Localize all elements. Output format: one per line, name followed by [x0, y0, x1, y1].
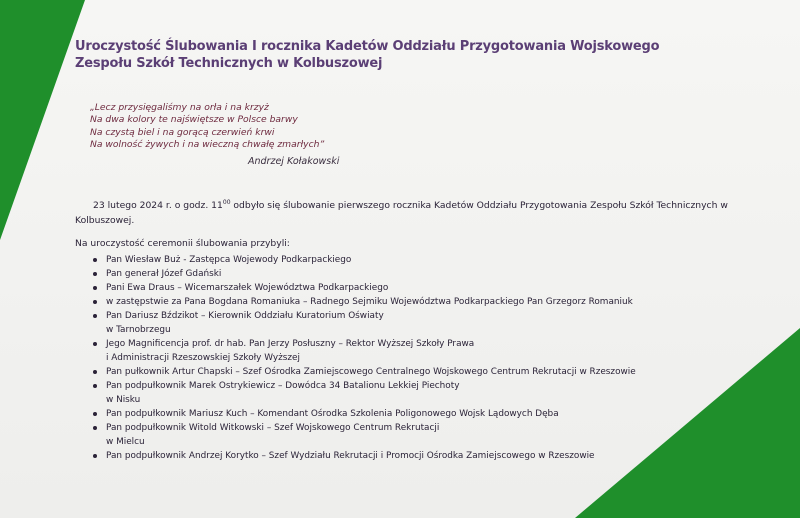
poem-line: Na wolność żywych i na wieczną chwałę zmarłych”	[90, 138, 325, 150]
list-item-text: Pan podpułkownik Witold Witkowski – Szef Wojskowego Centrum Rekrutacji	[106, 423, 440, 433]
list-item	[92, 449, 692, 463]
poem-line: Na dwa kolory te najświętsze w Polsce barwy	[90, 114, 298, 126]
list-item	[92, 379, 692, 407]
list-item	[92, 281, 692, 295]
poem-line: „Lecz przysięgaliśmy na orła i na krzyż	[90, 102, 269, 113]
intro-time-superscript: 00	[222, 199, 231, 206]
list-item	[92, 253, 692, 267]
attendees-lead: Na uroczystość ceremonii ślubowania przybyli:	[75, 238, 290, 249]
bullet-icon	[93, 286, 97, 290]
bullet-icon	[93, 300, 97, 304]
list-item-text: Pan podpułkownik Marek Ostrykiewicz – Dowódca 34 Batalionu Lekkiej Piechoty	[106, 381, 460, 391]
bullet-icon	[93, 342, 97, 346]
bullet-icon	[93, 454, 97, 458]
bullet-icon	[93, 426, 97, 430]
list-item-text: Pan Dariusz Bździkot – Kierownik Oddziału Kuratorium Oświaty	[106, 311, 384, 321]
bullet-icon	[93, 412, 97, 416]
bullet-icon	[93, 370, 97, 374]
list-item-text: Pani Ewa Draus – Wicemarszałek Województwa Podkarpackiego	[106, 283, 389, 293]
list-item-text: Pan generał Józef Gdański	[106, 269, 222, 279]
list-item	[92, 365, 692, 379]
intro-paragraph	[75, 195, 760, 228]
intro-date-text: 23 lutego 2024 r. o godz. 11	[93, 200, 223, 212]
list-item-text-continued: i Administracji Rzeszowskiej Szkoły Wyższej	[106, 353, 300, 363]
list-item-text: w zastępstwie za Pana Bogdana Romaniuka – Radnego Sejmiku Województwa Podkarpackiego Pan Grzegorz Romaniuk	[106, 297, 633, 307]
poem-author: Andrzej Kołakowski	[248, 156, 340, 167]
intro-body-text: odbyło się ślubowanie pierwszego rocznika Kadetów Oddziału Przygotowania Zespołu Szkół Technicznych w Kolbuszowej.	[75, 200, 728, 227]
list-item	[92, 337, 692, 365]
attendees-list	[92, 253, 692, 463]
bullet-icon	[93, 258, 97, 262]
list-item-text-continued: w Tarnobrzegu	[106, 325, 171, 335]
list-item	[92, 309, 692, 337]
list-item	[92, 267, 692, 281]
list-item-text: Pan Wiesław Buż - Zastępca Wojewody Podkarpackiego	[106, 255, 352, 265]
bullet-icon	[93, 272, 97, 276]
bullet-icon	[93, 384, 97, 388]
list-item-text: Pan podpułkownik Andrzej Korytko – Szef Wydziału Rekrutacji i Promocji Ośrodka Zamiejscowego w Rzeszowie	[106, 451, 595, 461]
document-title: Uroczystość Ślubowania I rocznika Kadetów Oddziału Przygotowania Wojskowego Zespołu Szkół Technicznych w Kolbuszowej	[75, 39, 660, 71]
poem-line: Na czystą biel i na gorącą czerwień krwi	[90, 126, 275, 138]
list-item-text: Pan podpułkownik Mariusz Kuch – Komendant Ośrodka Szkolenia Poligonowego Wojsk Lądowych Dęba	[106, 409, 559, 419]
list-item	[92, 407, 692, 421]
list-item	[92, 421, 692, 449]
list-item	[92, 295, 692, 309]
list-item-text: Jego Magnificencja prof. dr hab. Pan Jerzy Posłuszny – Rektor Wyższej Szkoły Prawa	[106, 339, 475, 349]
bullet-icon	[93, 314, 97, 318]
poem-quote	[90, 102, 440, 151]
list-item-text-continued: w Nisku	[106, 395, 141, 405]
list-item-text-continued: w Mielcu	[106, 437, 145, 447]
list-item-text: Pan pułkownik Artur Chapski – Szef Ośrodka Zamiejscowego Centralnego Wojskowego Centrum Rekrutacji w Rzeszowie	[106, 367, 636, 377]
